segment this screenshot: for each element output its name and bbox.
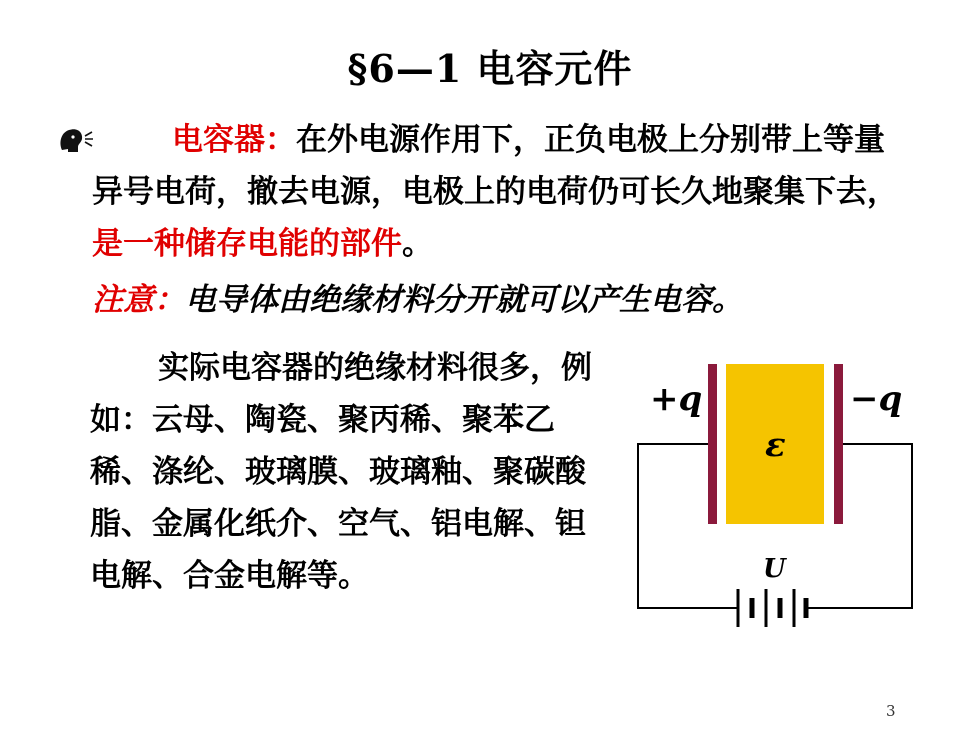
definition-term: 电容器： xyxy=(172,122,296,158)
capacitor-circuit-diagram xyxy=(628,352,928,652)
capacitor-definition xyxy=(92,114,912,270)
definition-end: 。 xyxy=(402,226,433,262)
note-text: 电导体由绝缘材料分开就可以产生电容。 xyxy=(185,282,743,318)
note xyxy=(92,274,743,319)
speaker-icon xyxy=(58,126,94,154)
definition-highlight: 是一种储存电能的部件 xyxy=(92,226,402,262)
positive-plate xyxy=(708,364,717,524)
plus-q-label: +q xyxy=(650,379,703,419)
voltage-label: U xyxy=(763,554,786,584)
minus-q-label: −q xyxy=(850,379,903,419)
left-wire xyxy=(638,444,738,608)
definition-body: 在外电源作用下，正负电极上分别带上等量异号电荷，撤去电源，电极上的电荷仍可长久地聚集下去， xyxy=(92,122,898,210)
note-label: 注意： xyxy=(92,282,185,318)
field-label: ε xyxy=(765,425,786,465)
materials-paragraph: 实际电容器的绝缘材料很多，例如：云母、陶瓷、聚丙稀、聚苯乙稀、涤纶、玻璃膜、玻璃釉、聚碳酸脂、金属化纸介、空气、铝电解、钽电解、合金电解等。 xyxy=(90,350,592,594)
slide-title: §6—1 电容元件 xyxy=(347,46,633,91)
page-number: 3 xyxy=(886,702,896,720)
negative-plate xyxy=(834,364,843,524)
